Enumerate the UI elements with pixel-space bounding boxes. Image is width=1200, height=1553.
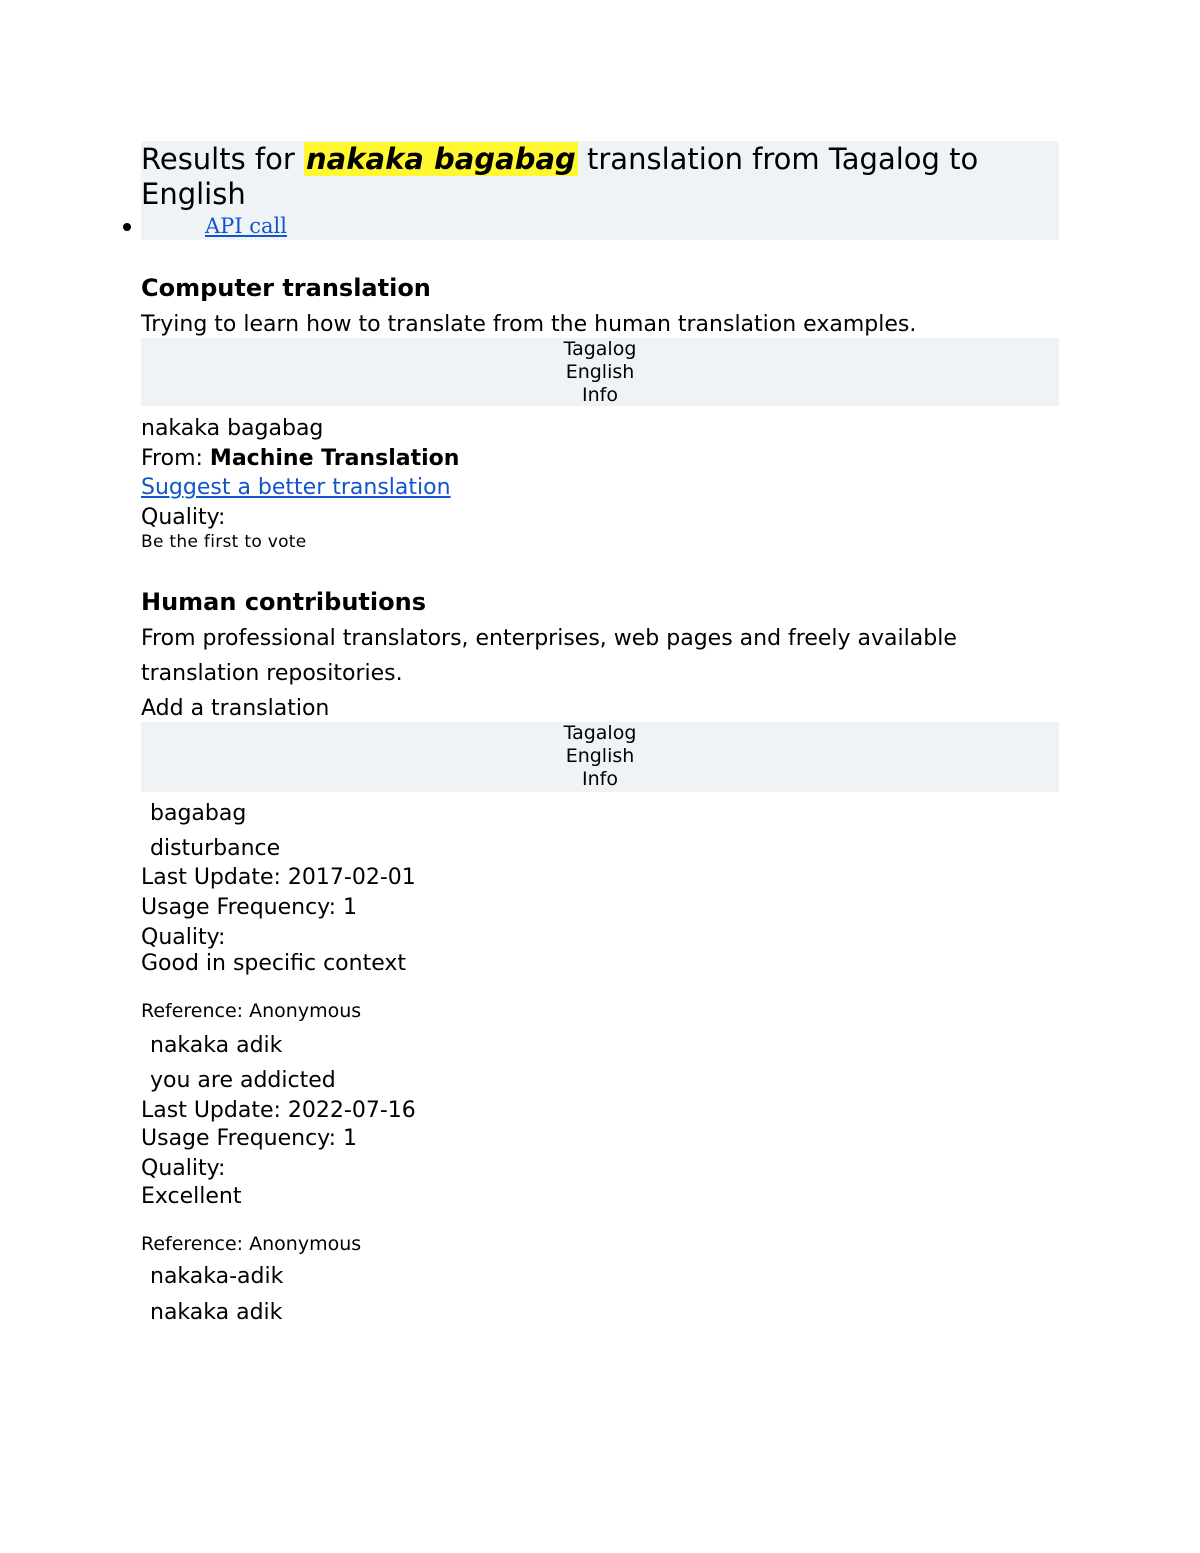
human-contributions-subtitle-1: From professional translators, enterprises, web pages and freely available — [141, 626, 957, 651]
api-call-item — [123, 214, 287, 238]
human-contributions-subtitle-2: translation repositories. — [141, 661, 403, 686]
entry-quality-value: Excellent — [141, 1184, 242, 1209]
computer-translation-table-header — [141, 338, 1059, 406]
entry-quality-label: Quality: — [141, 1156, 226, 1181]
machine-source-text: nakaka bagabag — [141, 416, 324, 441]
computer-translation-subtitle: Trying to learn how to translate from the human translation examples. — [141, 312, 917, 337]
entry-quality-label: Quality: — [141, 925, 226, 950]
entry-target: nakaka adik — [150, 1300, 283, 1325]
query-highlight: nakaka bagabag — [306, 142, 576, 176]
column-info: Info — [582, 768, 618, 790]
entry-usage-frequency: Usage Frequency: 1 — [141, 1126, 357, 1151]
entry-source: bagabag — [150, 801, 247, 826]
column-info: Info — [582, 384, 618, 406]
bullet-icon — [123, 223, 131, 231]
entry-quality-value: Good in specific context — [141, 951, 407, 976]
entry-target: disturbance — [150, 836, 281, 861]
add-translation-link[interactable]: Add a translation — [141, 696, 330, 721]
vote-prompt[interactable]: Be the first to vote — [141, 532, 307, 552]
entry-source: nakaka-adik — [150, 1264, 284, 1289]
entry-last-update: Last Update: 2022-07-16 — [141, 1098, 416, 1123]
entry-reference: Reference: Anonymous — [141, 1233, 362, 1255]
column-tagalog: Tagalog — [563, 338, 637, 360]
column-tagalog: Tagalog — [563, 722, 637, 744]
entry-reference: Reference: Anonymous — [141, 1000, 362, 1022]
column-english: English — [565, 745, 635, 767]
machine-quality-label: Quality: — [141, 505, 226, 530]
human-contributions-heading: Human contributions — [141, 588, 426, 616]
results-header — [141, 141, 1059, 240]
entry-usage-frequency: Usage Frequency: 1 — [141, 895, 357, 920]
column-english: English — [565, 361, 635, 383]
page-title: Results for nakaka bagabag translation from Tagalog to English — [141, 142, 979, 211]
human-table-header — [141, 722, 1059, 792]
entry-target: you are addicted — [150, 1068, 336, 1093]
machine-translation-label: Machine Translation — [209, 446, 460, 471]
entry-source: nakaka adik — [150, 1033, 283, 1058]
api-call-link[interactable]: API call — [205, 214, 287, 238]
suggest-translation-link[interactable]: Suggest a better translation — [141, 475, 451, 500]
page — [141, 141, 1059, 240]
computer-translation-heading: Computer translation — [141, 274, 431, 302]
machine-from-line: From: Machine Translation — [141, 446, 460, 471]
entry-last-update: Last Update: 2017-02-01 — [141, 865, 416, 890]
